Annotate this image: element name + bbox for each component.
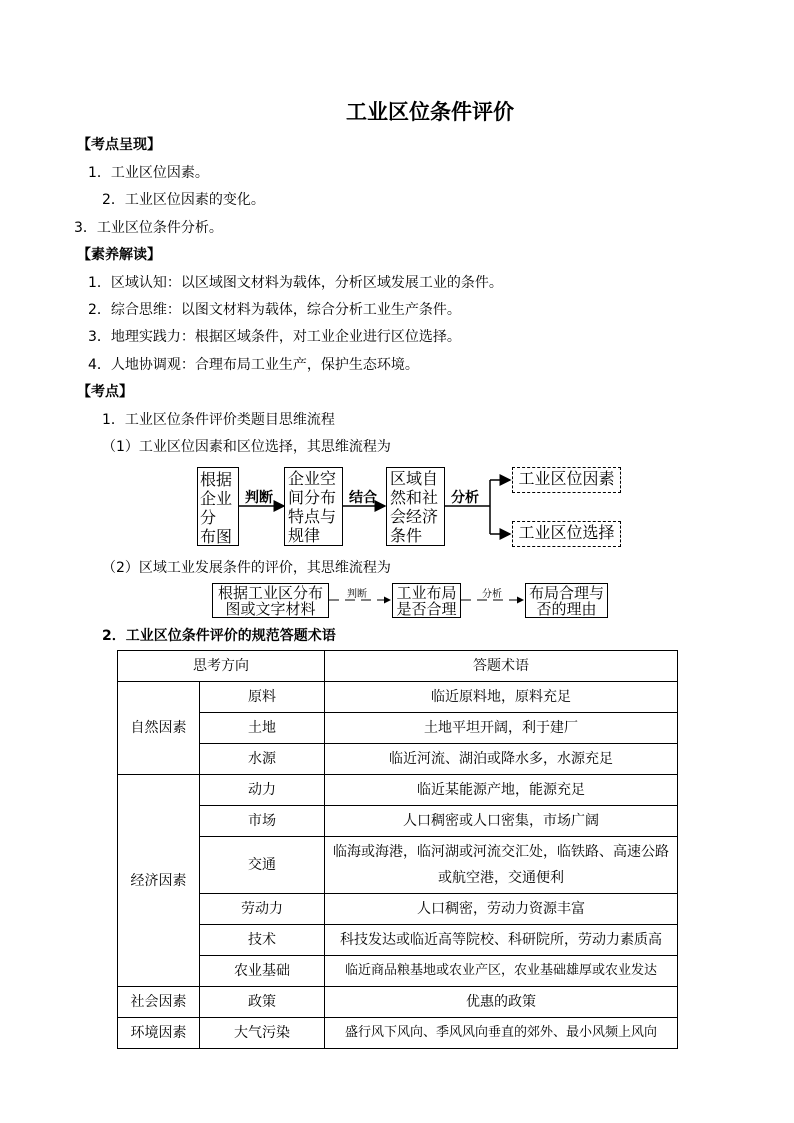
table-row [118,806,678,837]
page-title: 工业区位条件评价 [346,100,514,124]
box-line: 条件 [390,526,423,545]
category-cell: 自然因素 [118,682,200,775]
item-label: 1．区域认知 [88,275,167,291]
arrow-label-combine: 结合 [349,490,377,506]
box-line: 根据 [200,470,233,489]
term-cell: 土地平坦开阔，利于建厂 [325,713,678,744]
item-text: ：以区域图文材料为载体，分析区域发展工业的条件。 [166,275,503,291]
box-line: 间分布 [288,488,337,507]
factor-cell: 农业基础 [200,956,325,987]
item-label: 4．人地协调观 [88,357,181,373]
category-cell: 经济因素 [118,775,200,987]
box-line: 特点与 [288,507,337,526]
table-row [118,1018,678,1049]
section-heading-kaodian: 【考点】 [77,384,133,400]
term-cell: 临近原料地，原料充足 [325,682,678,713]
table-row [118,894,678,925]
point-heading: 2．工业区位条件评价的规范答题术语 [102,628,336,644]
arrow-label-judge: 判断 [245,490,273,506]
factor-cell: 水源 [200,744,325,775]
table-row [118,744,678,775]
list-item: 3．工业区位条件分析。 [74,220,223,236]
arrow-label-judge: 判断 [347,589,367,600]
section-heading-suyang: 【素养解读】 [77,247,161,263]
box-line: 工业布局 [396,584,457,602]
factor-cell: 技术 [200,925,325,956]
term-cell: 优惠的政策 [325,987,678,1018]
box-line: 会经济 [390,507,439,526]
term-cell: 临近商品粮基地或农业产区，农业基础雄厚或农业发达 [325,956,678,987]
box-line: 布局合理与 [528,584,604,602]
table-row [118,987,678,1018]
term-cell: 临近河流、湖泊或降水多，水源充足 [325,744,678,775]
list-item: 2．工业区位因素的变化。 [102,192,265,208]
factor-cell: 政策 [200,987,325,1018]
point-heading: 1．工业区位条件评价类题目思维流程 [102,412,335,428]
arrow-label-analyze: 分析 [451,490,479,506]
item-text: ：根据区域条件，对工业企业进行区位选择。 [180,329,461,345]
box-line: 是否合理 [396,600,457,618]
table-row [118,713,678,744]
flow2-box-3 [525,583,608,618]
sub-heading: （1）工业区位因素和区位选择，其思维流程为 [102,439,391,455]
terms-table [117,650,678,1049]
item-text: ：合理布局工业生产，保护生态环境。 [180,357,419,373]
table-row [118,925,678,956]
factor-cell: 劳动力 [200,894,325,925]
factor-cell: 动力 [200,775,325,806]
item-label: 3．地理实践力 [88,329,181,345]
term-cell: 人口稠密，劳动力资源丰富 [325,894,678,925]
section-heading-kaodian-chengxian: 【考点呈现】 [77,137,161,153]
table-row [118,682,678,713]
table-row [118,837,678,894]
item-label: 2．综合思维 [88,302,167,318]
flow1-output-factors: 工业区位因素 [512,467,621,493]
term-cell: 人口稠密或人口密集，市场广阔 [325,806,678,837]
item-text: ：以图文材料为载体，综合分析工业生产条件。 [166,302,461,318]
sub-heading: （2）区域工业发展条件的评价，其思维流程为 [102,560,391,576]
list-item: 1．工业区位因素。 [88,165,209,181]
factor-cell: 土地 [200,713,325,744]
term-cell: 临近某能源产地，能源充足 [325,775,678,806]
factor-cell: 交通 [200,837,325,894]
factor-cell: 原料 [200,682,325,713]
table-header: 答题术语 [325,651,678,682]
category-cell: 环境因素 [118,1018,200,1049]
flow1-output-selection: 工业区位选择 [512,521,621,547]
box-line: 否的理由 [536,600,597,618]
box-line: 图或文字材料 [225,600,316,618]
flow2-box-1 [212,583,329,618]
factor-cell: 市场 [200,806,325,837]
box-line: 根据工业区分布 [217,584,323,602]
table-header-row [118,651,678,682]
table-row [118,775,678,806]
table-header: 思考方向 [118,651,325,682]
box-line: 企业空 [288,469,337,488]
box-line: 区域自 [390,469,439,488]
term-cell: 盛行风下风向、季风风向垂直的郊外、最小风频上风向 [325,1018,678,1049]
category-cell: 社会因素 [118,987,200,1018]
flow2-box-2 [392,583,461,618]
term-cell: 科技发达或临近高等院校、科研院所，劳动力素质高 [325,925,678,956]
box-line: 然和社 [390,488,439,507]
arrow-label-analyze: 分析 [482,589,502,600]
box-line: 企业分 [200,489,233,527]
factor-cell: 大气污染 [200,1018,325,1049]
term-cell: 临海或海港，临河湖或河流交汇处，临铁路、高速公路或航空港，交通便利 [325,837,678,894]
box-line: 布图 [200,527,233,546]
table-row [118,956,678,987]
box-line: 规律 [288,526,321,545]
